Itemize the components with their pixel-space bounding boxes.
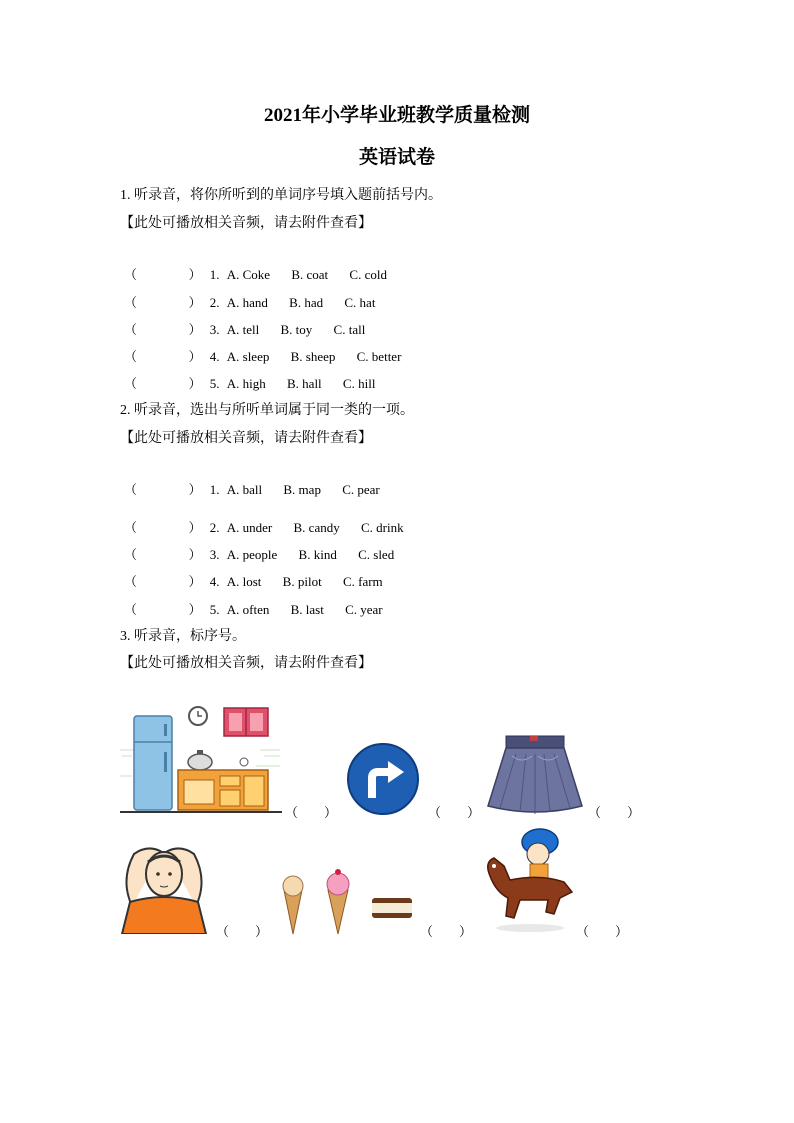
answer-paren-close: ） [188,602,202,617]
page-subtitle: 英语试卷 [358,147,435,168]
question-number: 3. [209,547,220,562]
answer-paren-open: （ [124,267,138,282]
answer-paren-close: ） [188,295,202,310]
option-c: C. year [345,602,383,617]
section2-audio-note[interactable]: 【此处可播放相关音频，请去附件查看】 [120,431,372,446]
question-number: 1. [209,482,220,497]
question-number: 5. [209,376,220,391]
question-row [124,264,387,283]
answer-paren-open: （ [124,547,138,562]
option-b: B. pilot [282,574,322,589]
section3-audio-note[interactable]: 【此处可播放相关音频，请去附件查看】 [120,656,372,671]
question-row [124,292,375,311]
answer-blank-3[interactable]: （ ） [588,805,641,820]
answer-paren-close: ） [188,376,202,391]
answer-paren-open: （ [124,322,138,337]
answer-paren-close: ） [188,349,202,364]
option-c: C. hill [342,376,376,391]
answer-paren-open: （ [124,602,138,617]
question-row [124,544,394,563]
option-c: C. cold [349,267,387,282]
option-c: C. drink [360,520,404,535]
answer-paren-close: ） [188,574,202,589]
answer-paren-open: （ [124,295,138,310]
boy-riding-horse [480,828,580,934]
option-b: B. last [290,602,324,617]
answer-paren-open: （ [124,376,138,391]
option-a: A. sleep [226,349,270,364]
option-b: B. map [283,482,321,497]
answer-paren-close: ） [188,482,202,497]
option-c: C. sled [358,547,395,562]
option-c: C. tall [333,322,366,337]
question-row [124,517,404,536]
option-a: A. hand [226,295,268,310]
question-number: 5. [209,602,220,617]
option-b: B. had [289,295,324,310]
question-row [124,346,401,365]
question-number: 2. [209,295,220,310]
answer-blank-1[interactable]: （ ） [285,805,338,820]
answer-blank-5[interactable]: （ ） [420,924,473,939]
question-number: 4. [209,574,220,589]
option-a: A. Coke [226,267,271,282]
option-a: A. often [226,602,270,617]
option-c: C. hat [344,295,376,310]
option-a: A. ball [226,482,263,497]
section3-instruction: 3. 听录音，标序号。 [120,629,246,644]
ice-cream-cones [276,868,418,936]
turn-right-sign [346,742,420,816]
answer-paren-close: ） [188,547,202,562]
question-row [124,319,365,338]
option-c: C. better [356,349,402,364]
section1-instruction: 1. 听录音，将你所听到的单词序号填入题前括号内。 [120,188,442,203]
page-title: 2021年小学毕业班教学质量检测 [263,105,530,126]
question-number: 1. [209,267,220,282]
option-b: B. hall [287,376,322,391]
answer-paren-open: （ [124,520,138,535]
option-a: A. under [226,520,273,535]
option-c: C. pear [342,482,380,497]
answer-paren-open: （ [124,574,138,589]
kitchen-illustration [120,702,282,814]
option-c: C. farm [342,574,383,589]
answer-paren-close: ） [188,322,202,337]
option-a: A. high [226,376,266,391]
option-b: B. sheep [290,349,336,364]
question-row [124,599,383,618]
answer-paren-open: （ [124,349,138,364]
denim-skirt [486,734,584,816]
question-row [124,373,375,392]
question-number: 3. [209,322,220,337]
answer-blank-6[interactable]: （ ） [576,924,629,939]
answer-blank-2[interactable]: （ ） [428,805,481,820]
boy-hands-on-head [118,840,210,934]
option-a: A. lost [226,574,262,589]
option-b: B. candy [293,520,340,535]
option-b: B. toy [280,322,313,337]
question-row [124,571,383,590]
section1-audio-note[interactable]: 【此处可播放相关音频，请去附件查看】 [120,216,372,231]
answer-paren-open: （ [124,482,138,497]
question-number: 2. [209,520,220,535]
section2-instruction: 2. 听录音，选出与所听单词属于同一类的一项。 [120,403,414,418]
option-b: B. coat [291,267,329,282]
option-a: A. tell [226,322,260,337]
question-row [124,479,380,498]
question-number: 4. [209,349,220,364]
answer-paren-close: ） [188,267,202,282]
answer-paren-close: ） [188,520,202,535]
option-a: A. people [226,547,278,562]
option-b: B. kind [298,547,337,562]
answer-blank-4[interactable]: （ ） [216,924,269,939]
